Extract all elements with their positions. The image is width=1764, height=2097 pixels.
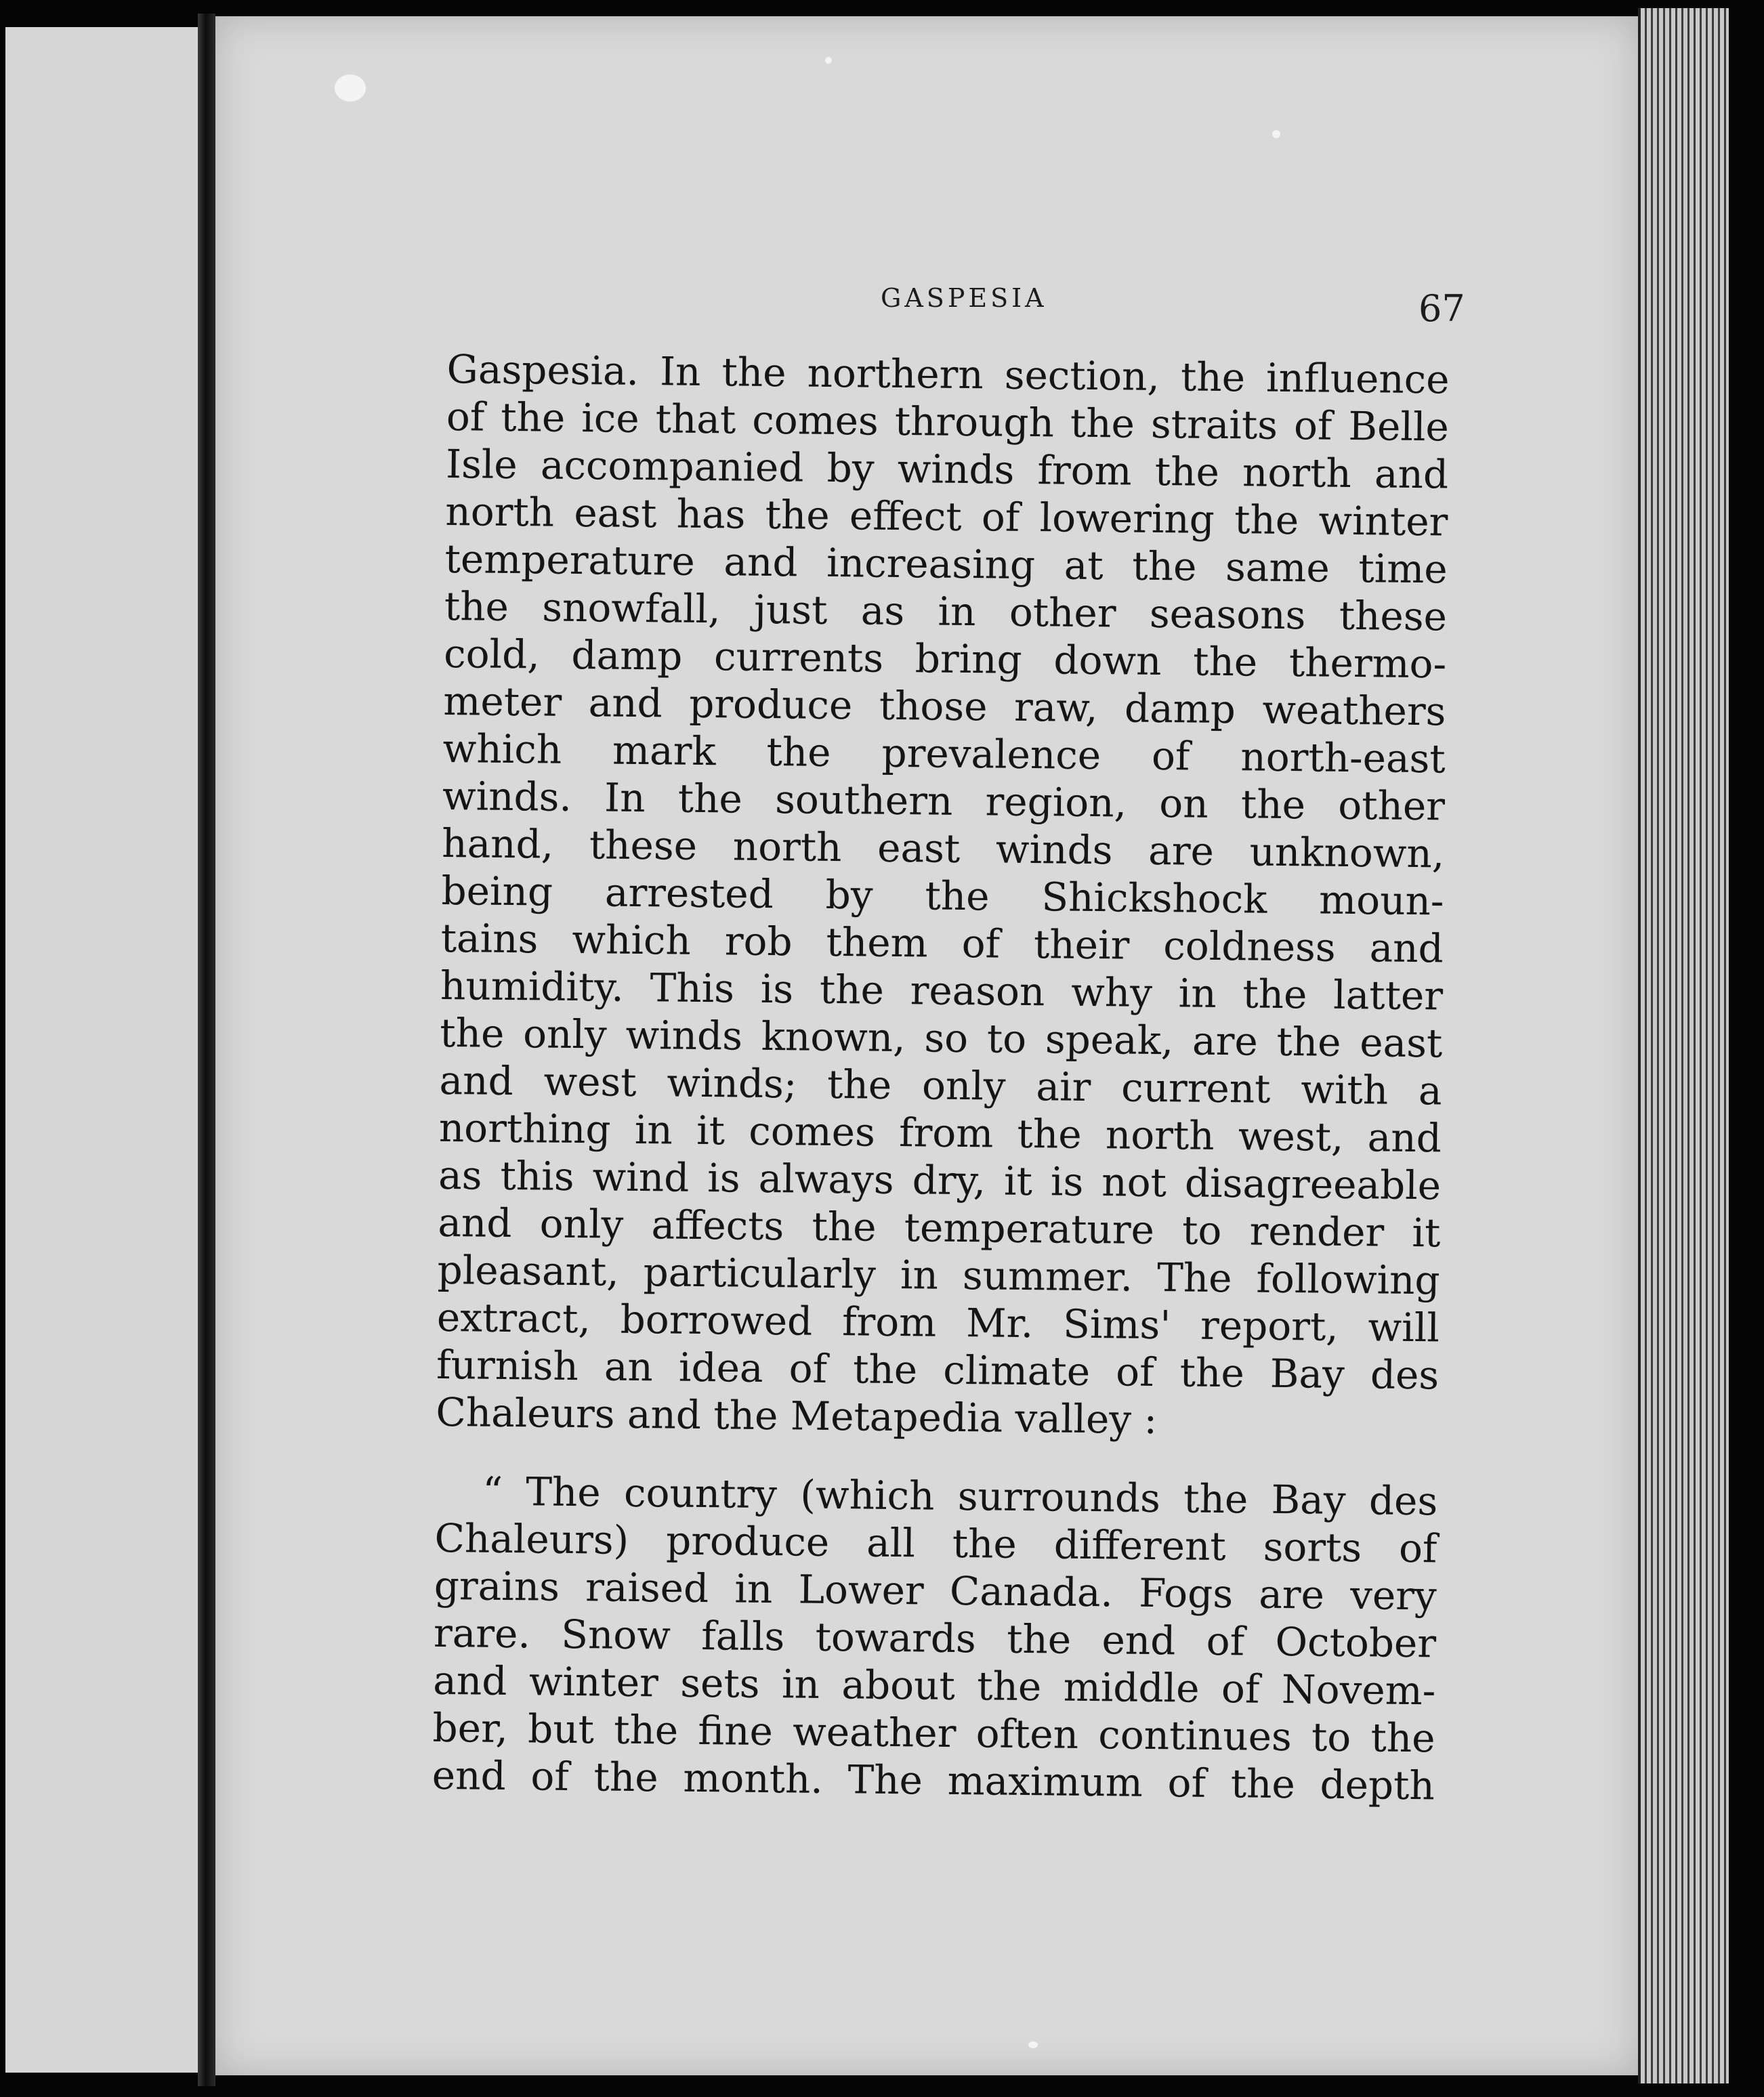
dust-speck: [825, 57, 832, 64]
dust-speck: [1272, 130, 1280, 138]
text-line: furnish an idea of the climate of the Bay des: [436, 1341, 1440, 1399]
text-line: and west winds; the only air current with a: [439, 1057, 1442, 1114]
text-line: ber, but the fine weather often continues to the: [432, 1704, 1435, 1762]
book-gutter: [198, 14, 215, 2086]
text-line: pleasant, particularly in summer. The following: [437, 1246, 1440, 1304]
text-line: Chaleurs and the Metapedia valley :: [436, 1389, 1158, 1443]
text-line: the snowfall, just as in other seasons these: [444, 582, 1448, 640]
text-line: which mark the prevalence of north-east: [442, 725, 1446, 782]
paragraph: [432, 1467, 1438, 1809]
text-line: and winter sets in about the middle of Novem-: [433, 1657, 1436, 1714]
text-line: being arrested by the Shickshock moun-: [441, 867, 1444, 925]
text-line: winds. In the southern region, on the other: [442, 772, 1446, 830]
body-text: [432, 345, 1450, 1809]
page-number: 67: [1419, 287, 1465, 330]
text-line: cold, damp currents bring down the thermo-: [443, 630, 1447, 687]
text-line: north east has the effect of lowering the winter: [445, 488, 1448, 545]
text-line: the only winds known, so to speak, are the east: [440, 1009, 1443, 1067]
text-line: end of the month. The maximum of the depth: [432, 1752, 1435, 1809]
dust-speck: [335, 75, 366, 102]
dust-speck: [1028, 2041, 1038, 2048]
text-line: extract, borrowed from Mr. Sims' report, will: [436, 1294, 1440, 1351]
left-page-edge: [5, 27, 210, 2073]
text-line: “ The country (which surrounds the Bay des: [482, 1468, 1438, 1525]
text-line: grains raised in Lower Canada. Fogs are very: [434, 1562, 1437, 1619]
text-line: and only affects the temperature to render it: [438, 1199, 1441, 1256]
running-head: GASPESIA: [881, 283, 1047, 313]
text-line: hand, these north east winds are unknown,: [441, 820, 1445, 877]
text-line: Chaleurs) produce all the different sorts of: [434, 1514, 1437, 1572]
text-line: tains which rob them of their coldness and: [440, 914, 1444, 972]
text-line: Isle accompanied by winds from the north and: [445, 440, 1449, 498]
paragraph: [436, 345, 1450, 1446]
text-line: humidity. This is the reason why in the latter: [440, 962, 1444, 1019]
page-stack-edges: [1638, 8, 1729, 2083]
text-line: temperature and increasing at the same time: [444, 535, 1448, 593]
text-line: meter and produce those raw, damp weathers: [443, 677, 1446, 735]
text-line: northing in it comes from the north west, and: [438, 1104, 1442, 1162]
text-line: as this wind is always dry, it is not disagreeable: [438, 1151, 1442, 1209]
text-line: rare. Snow falls towards the end of October: [433, 1609, 1437, 1667]
text-line: Gaspesia. In the northern section, the influence: [446, 345, 1450, 403]
text-line: of the ice that comes through the straits of Belle: [446, 393, 1450, 450]
